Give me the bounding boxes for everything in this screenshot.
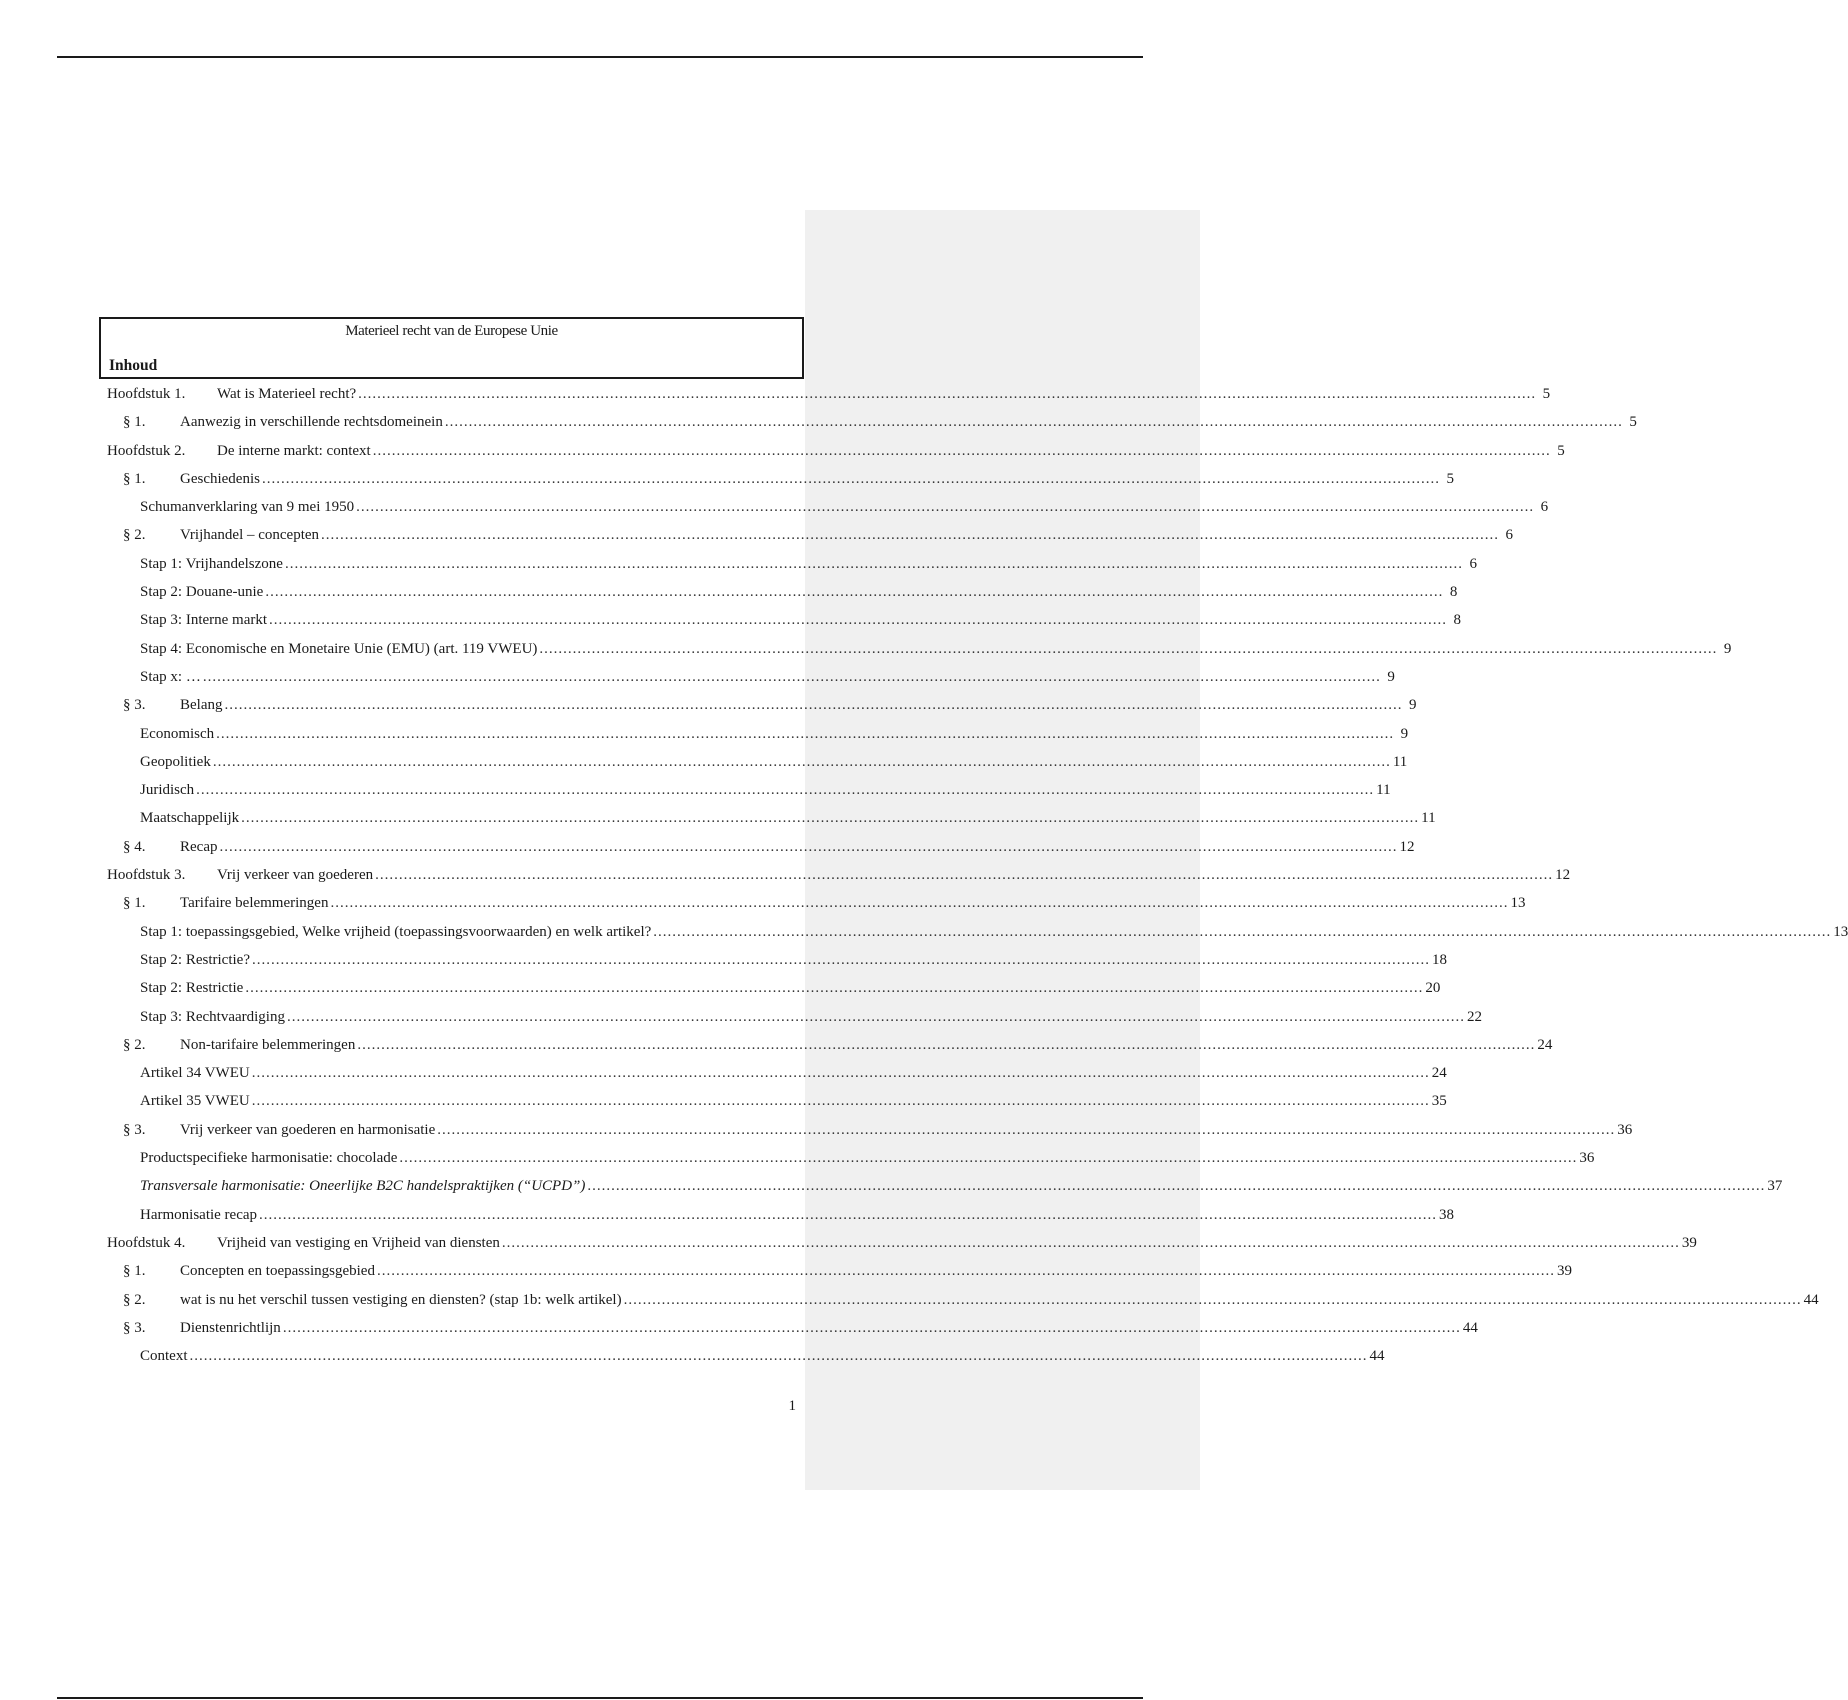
toc-entry-text: Stap 3: Interne markt xyxy=(140,612,268,629)
toc-entry-page: 24 xyxy=(1537,1036,1553,1053)
toc-entry-text: Stap 1: Vrijhandelszone xyxy=(140,555,283,572)
toc-dot-leader xyxy=(437,1116,1615,1144)
toc-entry[interactable] xyxy=(107,521,1514,549)
toc-entry-number: § 2. xyxy=(123,1291,146,1308)
toc-dot-leader xyxy=(375,861,1553,889)
toc-entry[interactable] xyxy=(107,550,1477,578)
toc-entry-page: 5 xyxy=(1542,386,1551,402)
toc-entry[interactable] xyxy=(107,1257,1572,1285)
toc-entry[interactable] xyxy=(107,861,1571,889)
toc-entry-text: Geschiedenis xyxy=(180,470,260,487)
toc-dot-leader xyxy=(539,635,1717,663)
toc-dot-leader xyxy=(213,748,1391,776)
toc-entry-page: 11 xyxy=(1392,753,1408,770)
toc-entry[interactable] xyxy=(107,663,1395,691)
toc-entry[interactable] xyxy=(107,635,1732,663)
toc-entry-text: Stap 2: Douane-unie xyxy=(140,584,264,601)
toc-entry[interactable] xyxy=(107,1229,1697,1257)
toc-entry-page: 6 xyxy=(1540,499,1549,516)
toc-dot-leader xyxy=(252,946,1430,974)
document-title: Materieel recht van de Europese Unie xyxy=(345,323,558,339)
toc-entry[interactable] xyxy=(107,1201,1455,1229)
toc-dot-leader xyxy=(399,1144,1577,1172)
toc-entry[interactable] xyxy=(107,493,1549,521)
toc-entry[interactable] xyxy=(107,1003,1482,1031)
toc-entry-page: 8 xyxy=(1449,584,1458,601)
toc-entry-text: Recap xyxy=(180,838,218,855)
toc-entry-page: 9 xyxy=(1409,697,1417,714)
toc-entry-number: Hoofdstuk 1. xyxy=(107,386,186,402)
toc-entry-page: 39 xyxy=(1556,1263,1572,1280)
toc-entry-text: Vrij verkeer van goederen en harmonisatie xyxy=(180,1121,436,1138)
toc-entry-page: 18 xyxy=(1431,951,1447,968)
toc-entry-text: Maatschappelijk xyxy=(140,810,240,827)
toc-entry-number: § 1. xyxy=(123,1263,146,1280)
page-number: 1 xyxy=(788,1398,796,1414)
toc-entry[interactable] xyxy=(107,804,1436,832)
toc-entry[interactable] xyxy=(107,437,1565,465)
toc-dot-leader xyxy=(502,1229,1680,1257)
toc-entry-page: 13 xyxy=(1833,923,1848,940)
toc-dot-leader xyxy=(219,833,1397,861)
toc-entry[interactable] xyxy=(107,833,1415,861)
toc-entry-page: 44 xyxy=(1462,1319,1478,1336)
toc-entry[interactable] xyxy=(107,380,1551,408)
toc-entry-number: § 2. xyxy=(123,1036,146,1053)
toc-entry[interactable] xyxy=(107,1172,1783,1200)
toc-entry-page: 12 xyxy=(1555,867,1571,884)
toc-entry-text: De interne markt: context xyxy=(217,442,371,459)
toc-entry-page: 35 xyxy=(1431,1093,1447,1110)
toc-entry-text: Schumanverklaring van 9 mei 1950 xyxy=(140,499,355,516)
toc-dot-leader xyxy=(216,720,1394,748)
toc-entry-page: 44 xyxy=(1369,1348,1385,1365)
toc-dot-leader xyxy=(196,776,1374,804)
toc-entry-page: 44 xyxy=(1803,1291,1819,1308)
toc-entry-text: Context xyxy=(140,1348,188,1365)
toc-entry[interactable] xyxy=(107,889,1526,917)
toc-entry[interactable] xyxy=(107,748,1408,776)
toc-entry-number: § 3. xyxy=(123,1319,146,1336)
toc-entry-text: Harmonisatie recap xyxy=(140,1206,258,1223)
toc-entry-page: 24 xyxy=(1431,1065,1447,1082)
toc-dot-leader xyxy=(265,578,1443,606)
toc-dot-leader xyxy=(285,550,1463,578)
toc-entry[interactable] xyxy=(107,946,1447,974)
toc-entry[interactable] xyxy=(107,465,1454,493)
toc-entry[interactable] xyxy=(107,1314,1478,1342)
toc-entry-page: 9 xyxy=(1387,668,1395,685)
toc-dot-leader xyxy=(259,1201,1437,1229)
toc-entry-text: Stap 1: toepassingsgebied, Welke vrijheid (toepassingsvoorwaarden) en welk artikel? xyxy=(140,923,652,940)
toc-entry-page: 5 xyxy=(1446,470,1454,487)
toc-entry-number: § 3. xyxy=(123,1121,146,1138)
toc-entry-text: Wat is Materieel recht? xyxy=(217,386,357,402)
toc-entry[interactable] xyxy=(107,408,1637,436)
toc-entry-text: Stap 3: Rechtvaardiging xyxy=(140,1008,285,1025)
toc-entry[interactable] xyxy=(107,1144,1595,1172)
toc-dot-leader xyxy=(287,1003,1465,1031)
toc-entry-page: 12 xyxy=(1399,838,1415,855)
toc-entry-number: Hoofdstuk 2. xyxy=(107,442,186,459)
toc-entry-page: 39 xyxy=(1681,1234,1697,1251)
toc-entry-page: 6 xyxy=(1469,555,1477,572)
table-of-contents xyxy=(107,380,1848,1370)
toc-entry[interactable] xyxy=(107,1031,1553,1059)
toc-dot-leader xyxy=(377,1257,1555,1285)
toc-entry-number: § 3. xyxy=(123,697,146,714)
toc-entry-text: Stap 4: Economische en Monetaire Unie (EMU) (art. 119 VWEU) xyxy=(140,640,538,657)
toc-dot-leader xyxy=(252,1087,1430,1115)
toc-entry-page: 11 xyxy=(1421,810,1436,827)
toc-entry[interactable] xyxy=(107,1286,1819,1314)
toc-entry-page: 5 xyxy=(1557,442,1565,459)
toc-entry-page: 38 xyxy=(1439,1206,1455,1223)
toc-entry-page: 22 xyxy=(1466,1008,1482,1025)
toc-entry-page: 9 xyxy=(1723,640,1732,657)
toc-entry-page: 6 xyxy=(1505,527,1514,544)
toc-entry-text: wat is nu het verschil tussen vestiging en diensten? (stap 1b: welk artikel) xyxy=(180,1291,622,1308)
toc-entry-number: Hoofdstuk 4. xyxy=(107,1234,186,1251)
toc-entry-text: Vrijheid van vestiging en Vrijheid van diensten xyxy=(217,1234,500,1251)
toc-entry-text: Vrijhandel – concepten xyxy=(180,527,320,544)
toc-entry-text: Artikel 34 VWEU xyxy=(140,1065,250,1082)
toc-entry[interactable] xyxy=(107,1087,1447,1115)
toc-entry-text: Dienstenrichtlijn xyxy=(180,1319,281,1336)
toc-dot-leader xyxy=(225,691,1403,719)
toc-dot-leader xyxy=(624,1286,1802,1314)
toc-entry-page: 8 xyxy=(1453,612,1462,629)
toc-entry-text: Tarifaire belemmeringen xyxy=(180,895,329,912)
toc-entry-number: § 1. xyxy=(123,414,146,431)
page-top-rule xyxy=(57,56,1143,58)
toc-entry-number: § 4. xyxy=(123,838,146,855)
toc-entry-number: § 2. xyxy=(123,527,146,544)
toc-dot-leader xyxy=(653,918,1831,946)
toc-entry[interactable] xyxy=(107,691,1417,719)
toc-entry-text: Belang xyxy=(180,697,223,714)
toc-entry[interactable] xyxy=(107,720,1409,748)
toc-dot-leader xyxy=(358,380,1536,408)
toc-entry-text: Non-tarifaire belemmeringen xyxy=(180,1036,356,1053)
toc-entry-page: 36 xyxy=(1617,1121,1633,1138)
toc-entry[interactable] xyxy=(107,974,1441,1002)
toc-dot-leader xyxy=(373,437,1551,465)
toc-dot-leader xyxy=(269,606,1447,634)
toc-dot-leader xyxy=(330,889,1508,917)
toc-entry-text: Artikel 35 VWEU xyxy=(140,1093,250,1110)
toc-dot-leader xyxy=(357,1031,1535,1059)
toc-dot-leader xyxy=(245,974,1423,1002)
toc-entry-text: Concepten en toepassingsgebied xyxy=(180,1263,375,1280)
toc-entry-number: § 1. xyxy=(123,895,146,912)
page-bottom-rule xyxy=(57,1697,1143,1699)
toc-entry-page: 37 xyxy=(1767,1178,1783,1195)
toc-dot-leader xyxy=(262,465,1440,493)
toc-entry-page: 11 xyxy=(1376,782,1391,799)
toc-dot-leader xyxy=(321,521,1499,549)
toc-dot-leader xyxy=(252,1059,1430,1087)
toc-entry-text: Transversale harmonisatie: Oneerlijke B2C handelspraktijken (“UCPD”) xyxy=(140,1178,586,1195)
toc-entry[interactable] xyxy=(107,606,1462,634)
toc-dot-leader xyxy=(356,493,1534,521)
toc-entry-text: Stap x: … xyxy=(140,668,201,685)
title-box xyxy=(99,317,804,379)
toc-entry-text: Stap 2: Restrictie xyxy=(140,980,244,997)
toc-entry-page: 9 xyxy=(1400,725,1409,742)
toc-entry-text: Geopolitiek xyxy=(140,753,211,770)
toc-entry-text: Aanwezig in verschillende rechtsdomeinein xyxy=(180,414,443,431)
toc-entry[interactable] xyxy=(107,578,1458,606)
toc-dot-leader xyxy=(283,1314,1461,1342)
toc-dot-leader xyxy=(241,804,1419,832)
toc-entry-page: 5 xyxy=(1629,414,1637,431)
toc-entry[interactable] xyxy=(107,1342,1385,1370)
toc-entry-text: Economisch xyxy=(140,725,215,742)
toc-entry-text: Vrij verkeer van goederen xyxy=(217,867,374,884)
toc-entry-number: § 1. xyxy=(123,470,146,487)
toc-entry-text: Productspecifieke harmonisatie: chocolade xyxy=(140,1150,398,1167)
toc-entry-page: 36 xyxy=(1579,1150,1595,1167)
toc-heading: Inhoud xyxy=(109,357,158,374)
toc-entry[interactable] xyxy=(107,1116,1633,1144)
toc-entry[interactable] xyxy=(107,918,1848,946)
toc-entry-text: Stap 2: Restrictie? xyxy=(140,951,250,968)
toc-entry-page: 13 xyxy=(1510,895,1526,912)
toc-dot-leader xyxy=(190,1342,1368,1370)
toc-entry[interactable] xyxy=(107,1059,1447,1087)
toc-entry[interactable] xyxy=(107,776,1391,804)
toc-entry-text: Juridisch xyxy=(140,782,195,799)
toc-dot-leader xyxy=(587,1172,1765,1200)
toc-dot-leader xyxy=(203,663,1381,691)
toc-entry-number: Hoofdstuk 3. xyxy=(107,867,186,884)
toc-entry-page: 20 xyxy=(1425,980,1441,997)
toc-dot-leader xyxy=(445,408,1623,436)
